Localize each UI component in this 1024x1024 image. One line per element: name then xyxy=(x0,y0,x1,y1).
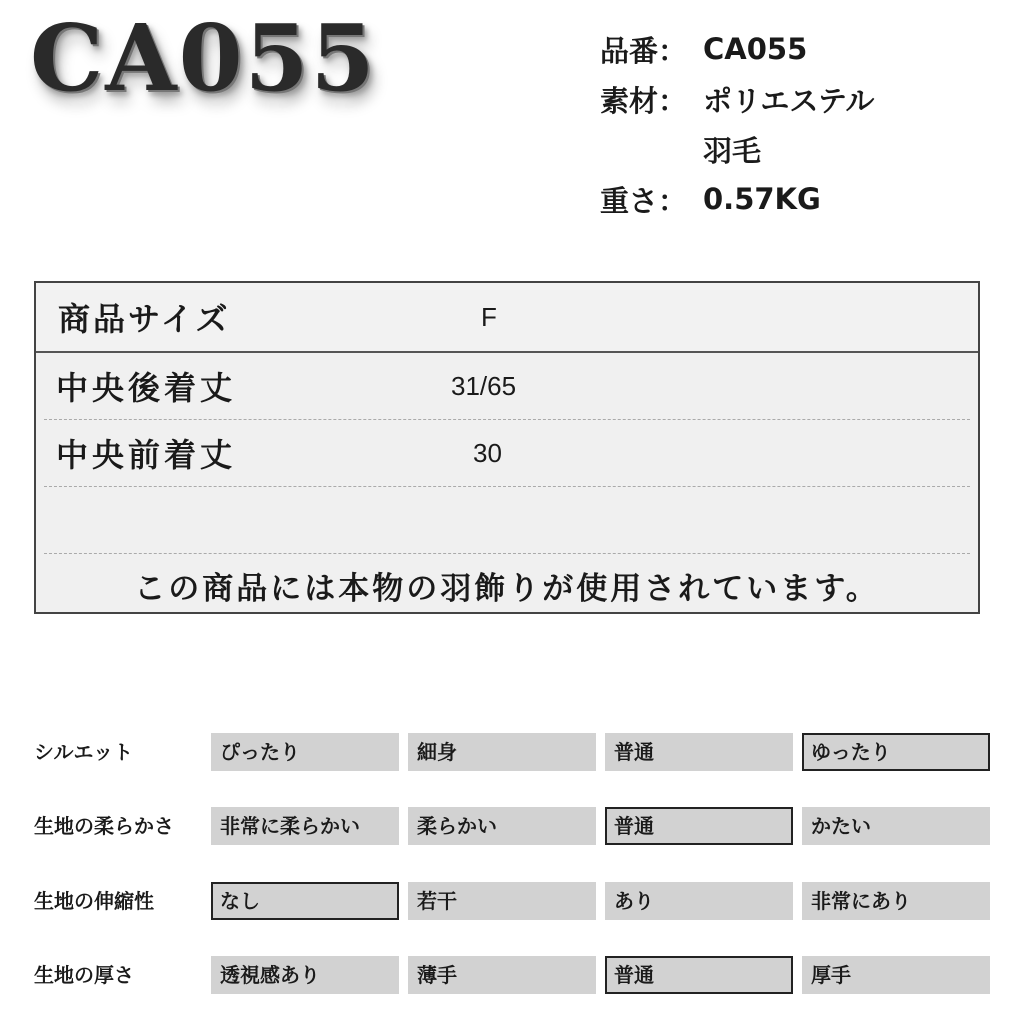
attribute-option: ぴったり xyxy=(211,733,399,771)
spec-value: 羽毛 xyxy=(703,133,762,168)
attribute-option: 厚手 xyxy=(802,956,990,994)
spec-list xyxy=(600,24,874,224)
attribute-option: 普通 xyxy=(605,956,793,994)
spec-row-material xyxy=(600,74,874,124)
spec-label: 素材： xyxy=(600,83,688,118)
attribute-option: なし xyxy=(211,882,399,920)
attribute-option: 細身 xyxy=(408,733,596,771)
attribute-label: 生地の伸縮性 xyxy=(34,889,154,913)
attribute-row-silhouette xyxy=(0,733,1024,771)
spec-value: ポリエステル xyxy=(703,83,875,118)
size-row xyxy=(44,420,970,487)
size-row xyxy=(44,353,970,420)
attribute-option: 薄手 xyxy=(408,956,596,994)
attribute-option: あり xyxy=(605,882,793,920)
spec-label: 重さ： xyxy=(600,183,688,218)
size-table-header xyxy=(36,283,978,353)
feather-notice: この商品には本物の羽飾りが使用されています。 xyxy=(134,570,880,607)
size-row-value: 31/65 xyxy=(451,370,517,401)
attribute-row-thickness xyxy=(0,956,1024,994)
attribute-option: ゆったり xyxy=(802,733,990,771)
attribute-option: 非常に柔らかい xyxy=(211,807,399,845)
size-row-value: 30 xyxy=(473,437,502,468)
spec-value: CA055 xyxy=(703,32,808,66)
size-row-label: 中央後着丈 xyxy=(56,369,237,407)
spec-row-material-2 xyxy=(600,124,874,174)
spec-label: 品番： xyxy=(600,33,688,68)
attribute-label: 生地の柔らかさ xyxy=(34,814,174,838)
attribute-option: 普通 xyxy=(605,807,793,845)
spec-value: 0.57KG xyxy=(703,182,821,216)
attribute-option: 透視感あり xyxy=(211,956,399,994)
size-row-empty xyxy=(44,487,970,554)
attribute-option: 柔らかい xyxy=(408,807,596,845)
size-row-label: 中央前着丈 xyxy=(56,436,237,474)
attribute-row-softness xyxy=(0,807,1024,845)
attribute-label: シルエット xyxy=(34,740,134,764)
spec-row-weight xyxy=(600,174,874,224)
spec-row-code xyxy=(600,24,874,74)
attribute-option: 若干 xyxy=(408,882,596,920)
size-header-label: 商品サイズ xyxy=(58,300,231,338)
attribute-option: かたい xyxy=(802,807,990,845)
attribute-label: 生地の厚さ xyxy=(34,963,134,987)
attribute-option: 普通 xyxy=(605,733,793,771)
attribute-row-stretch xyxy=(0,882,1024,920)
size-table xyxy=(34,281,980,614)
size-header-value: F xyxy=(481,301,497,332)
attribute-option: 非常にあり xyxy=(802,882,990,920)
product-code-logo: CA055 xyxy=(30,4,377,112)
